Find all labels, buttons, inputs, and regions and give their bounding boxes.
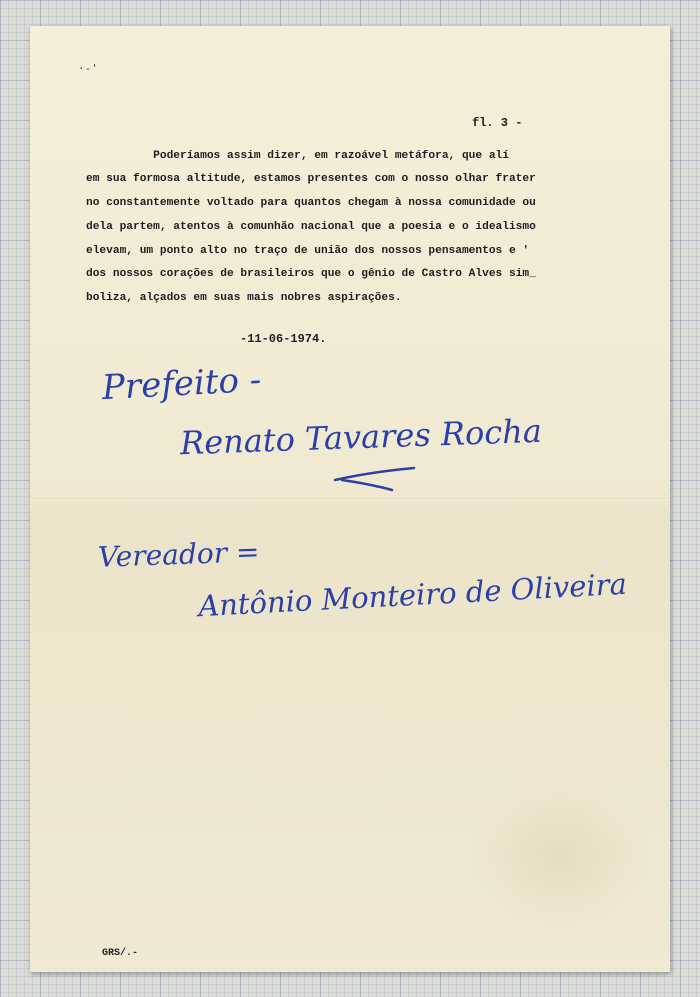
document-page bbox=[30, 26, 670, 972]
paragraph-line: no constantemente voltado para quantos chegam à nossa comunidade ou bbox=[86, 197, 536, 209]
paragraph-line: Poderíamos assim dizer, em razoável metáfora, que alí bbox=[86, 150, 509, 162]
paragraph-line: elevam, um ponto alto no traço de união dos nossos pensamentos e ' bbox=[86, 245, 530, 257]
paper-fold bbox=[30, 498, 670, 500]
paper-stain bbox=[470, 782, 650, 932]
handwritten-flourish bbox=[330, 466, 420, 496]
handwritten-title-vereador: Vereador = bbox=[97, 535, 260, 574]
paragraph-line: em sua formosa altitude, estamos presentes com o nosso olhar frater bbox=[86, 173, 536, 185]
handwritten-name-renato: Renato Tavares Rocha bbox=[179, 411, 543, 463]
handwritten-name-antonio: Antônio Monteiro de Oliveira bbox=[197, 566, 628, 624]
paragraph-line: dela partem, atentos à comunhão nacional que a poesia e o idealismo bbox=[86, 221, 536, 233]
paragraph-line: dos nossos corações de brasileiros que o gênio de Castro Alves sim_ bbox=[86, 268, 536, 280]
corner-mark: ·-' bbox=[78, 62, 98, 75]
paragraph-line: boliza, alçados em suas mais nobres aspirações. bbox=[86, 292, 402, 304]
date-line: -11-06-1974. bbox=[240, 332, 327, 346]
page-number: fl. 3 - bbox=[472, 116, 523, 130]
handwritten-title-prefeito: Prefeito - bbox=[101, 359, 263, 409]
footer-initials: GRS/.- bbox=[102, 948, 139, 959]
